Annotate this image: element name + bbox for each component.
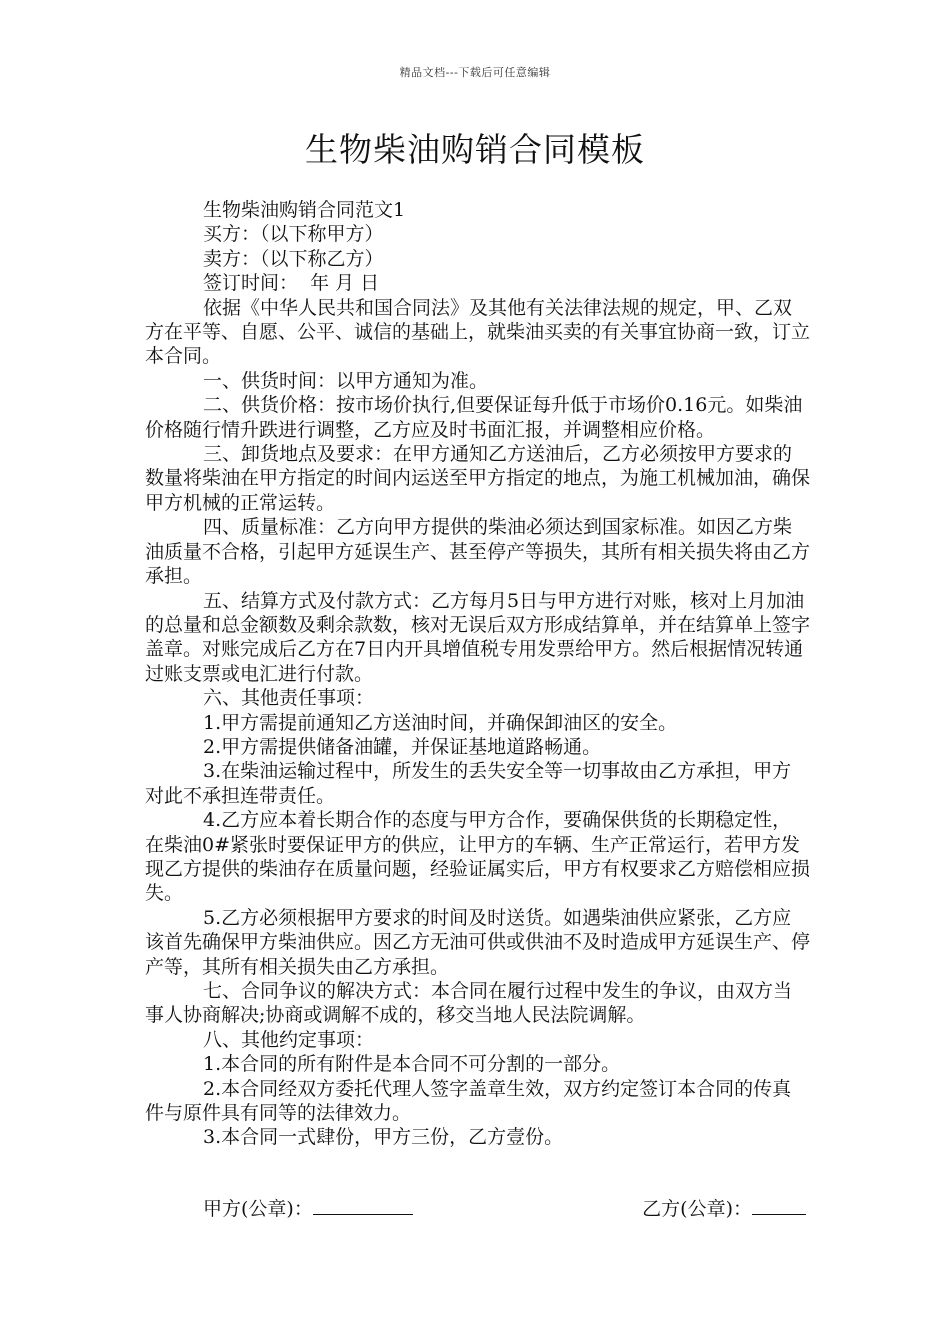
party-a-label: 甲方(公章)： <box>203 1198 313 1220</box>
preamble-paragraph: 依据《中华人民共和国合同法》及其他有关法律法规的规定，甲、乙双方在平等、自愿、公平、诚信的基础上，就柴油买卖的有关事宜协商一致，订立本合同。 <box>145 296 811 368</box>
contract-subtitle: 生物柴油购销合同范文1 <box>203 199 406 221</box>
clause-6-item-5: 5.乙方必须根据甲方要求的时间及时送货。如遇柴油供应紧张，乙方应该首先确保甲方柴油供应。因乙方无油可供或供油不及时造成甲方延误生产、停产等，其所有相关损失由乙方承担。 <box>145 906 811 978</box>
buyer-line: 买方：（以下称甲方） <box>203 223 384 246</box>
clause-6-item-1: 1.甲方需提前通知乙方送油时间，并确保卸油区的安全。 <box>203 711 678 734</box>
party-b-seal-blank <box>752 1196 806 1215</box>
clause-3-delivery: 三、卸货地点及要求：在甲方通知乙方送油后，乙方必须按甲方要求的数量将柴油在甲方指定的时间内运送至甲方指定的地点，为施工机械加油，确保甲方机械的正常运转。 <box>145 443 811 514</box>
clause-8-item-2: 2.本合同经双方委托代理人签字盖章生效，双方约定签订本合同的传真件与原件具有同等的法律效力。 <box>145 1077 792 1125</box>
document-title: 生物柴油购销合同模板 <box>305 130 645 169</box>
clause-4-quality: 四、质量标准：乙方向甲方提供的柴油必须达到国家标准。如因乙方柴油质量不合格，引起甲方延误生产、甚至停产等损失，其所有相关损失将由乙方承担。 <box>145 516 811 588</box>
clause-7-dispute: 七、合同争议的解决方式：本合同在履行过程中发生的争议，由双方当事人协商解决;协商或调解不成的，移交当地人民法院调解。 <box>145 980 793 1027</box>
party-b-signature <box>642 1196 806 1221</box>
party-b-label: 乙方(公章)： <box>642 1198 752 1220</box>
clause-8-item-1: 1.本合同的所有附件是本合同不可分割的一部分。 <box>203 1053 621 1076</box>
signature-row <box>145 1196 810 1220</box>
party-a-signature <box>203 1196 413 1221</box>
clause-6-heading: 六、其他责任事项： <box>203 687 375 710</box>
sign-date-line: 签订时间： 年 月 日 <box>203 272 380 295</box>
page-header-note: 精品文档---下载后可任意编辑 <box>399 66 551 79</box>
clause-2-price: 二、供货价格：按市场价执行,但要保证每升低于市场价0.16元。如柴油价格随行情升跌进行调整，乙方应及时书面汇报，并调整相应价格。 <box>145 394 803 441</box>
contract-body <box>145 198 810 1150</box>
clause-8-item-3: 3.本合同一式肆份，甲方三份，乙方壹份。 <box>203 1126 564 1149</box>
party-a-seal-blank <box>313 1196 413 1215</box>
clause-8-heading: 八、其他约定事项： <box>203 1028 375 1051</box>
clause-6-item-3: 3.在柴油运输过程中，所发生的丢失安全等一切事故由乙方承担，甲方对此不承担连带责任。 <box>145 760 792 807</box>
clause-6-item-4: 4.乙方应本着长期合作的态度与甲方合作，要确保供货的长期稳定性，在柴油0#紧张时要保证甲方的供应，让甲方的车辆、生产正常运行，若甲方发现乙方提供的柴油存在质量问题，经验证属实后，甲方有权要求乙方赔偿相应损失。 <box>145 809 811 905</box>
clause-1-supply-time: 一、供货时间：以甲方通知为准。 <box>203 369 489 392</box>
seller-line: 卖方：（以下称乙方） <box>203 247 384 270</box>
clause-6-item-2: 2.甲方需提供储备油罐，并保证基地道路畅通。 <box>203 735 602 758</box>
clause-5-settlement: 五、结算方式及付款方式：乙方每月5日与甲方进行对账，核对上月加油的总量和总金额数及剩余款数，核对无误后双方形成结算单，并在结算单上签字盖章。对账完成后乙方在7日内开具增值税专用发票给甲方。然后根据情况转通过账支票或电汇进行付款。 <box>145 589 811 685</box>
